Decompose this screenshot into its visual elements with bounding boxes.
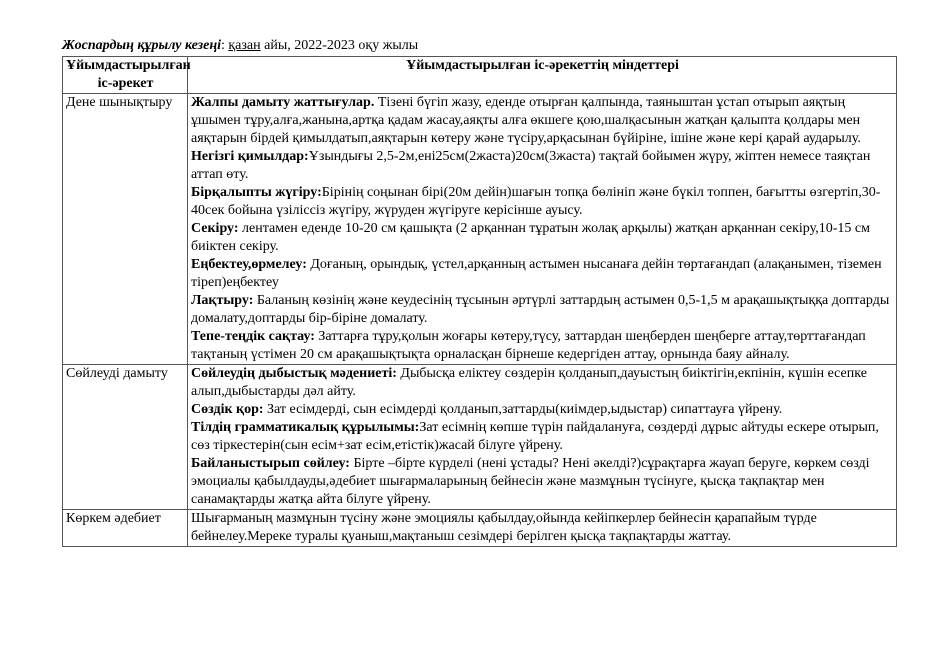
plan-table bbox=[62, 56, 897, 547]
table-row bbox=[63, 510, 897, 547]
table-header-row bbox=[63, 57, 897, 94]
task-label: Секіру: bbox=[191, 221, 239, 236]
task-label: Лақтыру: bbox=[191, 293, 254, 308]
task-paragraph bbox=[191, 510, 894, 546]
task-paragraph bbox=[191, 292, 894, 328]
task-label: Жалпы дамыту жаттығулар. bbox=[191, 95, 375, 110]
tasks-cell bbox=[188, 94, 897, 365]
heading-prefix: Жоспардың құрылу кезеңі bbox=[62, 38, 221, 53]
plan-heading bbox=[62, 37, 418, 55]
activity-area-cell: Көркем әдебиет bbox=[63, 510, 188, 547]
task-paragraph bbox=[191, 328, 894, 364]
table-row bbox=[63, 94, 897, 365]
task-text: Зат есімнің көпше түрін пайдалануға, сөздерді дұрыс айтуды ескере отырып, сөз тіркестерін(сын есім+зат есім,етістік)жасай білуге үйрену. bbox=[191, 420, 879, 453]
tasks-cell bbox=[188, 365, 897, 510]
header-tasks: Ұйымдастырылған іс-әрекеттің міндеттері bbox=[188, 57, 897, 94]
task-paragraph bbox=[191, 184, 894, 220]
task-paragraph bbox=[191, 455, 894, 509]
heading-colon: : bbox=[220, 38, 229, 53]
task-text: Шығарманың мазмұнын түсіну және эмоциялы қабылдау,ойында кейіпкерлер бейнесін қарапайым түрде бейнелеу.Мереке туралы қуаныш,мақтаныш сезімдері берілген қысқа тақпақтарды жаттау. bbox=[191, 511, 817, 544]
task-text: Тізені бүгіп жазу, еденде отырған қалпында, таяныштан ұстап отырып аяқтың ұшымен тұру,алға,жанына,артқа қадам жасау,аяқты алға өкшеге қою,шалқасынын жатқан қалыпта қолдары мен аяқтарын бірдей қимылдатып,аяқтарын көтеру және түсіру,арқасынан бүйіріне, ішіне және кері қарай аударылу. bbox=[191, 95, 861, 146]
task-text: Заттарға тұру,қолын жоғары көтеру,түсу, заттардан шеңберден шеңберге аттау,төрттағандап тақтаның үстімен 20 см арақашықтықта орналасқан бірнеше кедергіден аттау, орнында баяу айналу. bbox=[191, 329, 866, 362]
task-label: Тепе-теңдік сақтау: bbox=[191, 329, 315, 344]
table-row bbox=[63, 365, 897, 510]
task-text: лентамен еденде 10-20 см қашықта (2 арқаннан тұратын жолақ арқылы) жатқан арқаннан секіру,10-15 см биіктен секіру. bbox=[191, 221, 870, 254]
task-label: Еңбектеу,өрмелеу: bbox=[191, 257, 307, 272]
task-paragraph bbox=[191, 148, 894, 184]
task-paragraph bbox=[191, 365, 894, 401]
header-activity: Ұйымдастырылған іс-әрекет bbox=[63, 57, 188, 94]
task-label: Сөздік қор: bbox=[191, 402, 264, 417]
task-label: Бірқалыпты жүгіру: bbox=[191, 185, 322, 200]
task-paragraph bbox=[191, 94, 894, 148]
task-paragraph bbox=[191, 419, 894, 455]
task-paragraph bbox=[191, 256, 894, 292]
task-label: Сөйлеудің дыбыстық мәдениеті: bbox=[191, 366, 397, 381]
activity-area-cell: Дене шынықтыру bbox=[63, 94, 188, 365]
task-text: Бірінің соңынан бірі(20м дейін)шағын топқа бөлініп және бүкіл топпен, бағытты өзгертіп,30-40сек бойына үзіліссіз жүгіру, жүруден жүгіруге керісінше ауысу. bbox=[191, 185, 881, 218]
task-paragraph bbox=[191, 220, 894, 256]
heading-month: қазан bbox=[228, 38, 261, 53]
task-label: Байланыстырып сөйлеу: bbox=[191, 456, 350, 471]
task-label: Негізгі қимылдар: bbox=[191, 149, 309, 164]
task-label: Тілдің грамматикалық құрылымы: bbox=[191, 420, 420, 435]
task-text: Бірте –бірте күрделі (нені ұстады? Нені әкелді?)сұрақтарға жауап беруге, көркем сөзді эмоциалы қабылдауды,әдебиет шығармаларының бейнесін және мазмұнын түсінуге, қысқа тақпақтар мен санамақтарды жатқа айта білуге үйрену. bbox=[191, 456, 870, 507]
task-text: Ұзындығы 2,5-2м,ені25см(2жаста)20см(3жаста) тақтай бойымен жүру, жіптен немесе таяқтан аттап өту. bbox=[191, 149, 871, 182]
activity-area-cell: Сөйлеуді дамыту bbox=[63, 365, 188, 510]
task-paragraph bbox=[191, 401, 894, 419]
task-text: Баланың көзінің және кеудесінің тұсынын әртүрлі заттардың астымен 0,5-1,5 м арақашықтыққа доптарды домалату,доптарды бір-біріне домалату. bbox=[191, 293, 890, 326]
task-text: Дыбысқа еліктеу сөздерін қолданып,дауыстың биіктігін,екпінін, күшін есепке алып,дыбыстарды дәл айту. bbox=[191, 366, 867, 399]
heading-rest: айы, 2022-2023 оқу жылы bbox=[260, 38, 419, 53]
task-text: Доғаның, орындық, үстел,арқанның астымен нысанаға дейін төртағандап (алақанымен, тіземен тіреп)еңбектеу bbox=[191, 257, 882, 290]
task-text: Зат есімдерді, сын есімдерді қолданып,заттарды(киімдер,ыдыстар) сипаттауға үйрену. bbox=[263, 402, 783, 417]
tasks-cell bbox=[188, 510, 897, 547]
